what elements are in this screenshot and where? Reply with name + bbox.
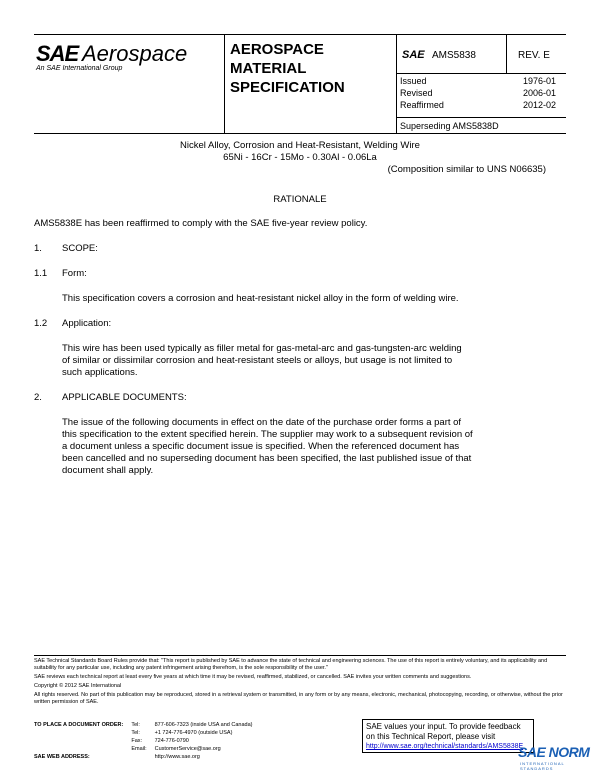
issued-value: 1976-01 [522, 76, 556, 86]
section-number: 2. [34, 392, 42, 403]
contact-label: Fax: [131, 738, 143, 744]
contact-value: 877-606-7323 (inside USA and Canada) [154, 722, 253, 728]
contact-table [34, 721, 260, 761]
contact-label: Email: [131, 746, 147, 752]
web-label: SAE WEB ADDRESS: [34, 754, 90, 760]
document-subtitle [34, 140, 566, 176]
sae-small-logo: SAE [402, 49, 425, 61]
text-line: this specification to the extent specified herein. The supplier may work to a subsequent revision of [62, 429, 473, 440]
header-divider [396, 35, 397, 133]
subtitle-line: 65Ni - 16Cr - 15Mo - 0.30Al - 0.06La [223, 152, 377, 163]
header-divider [396, 117, 566, 118]
section-text [62, 417, 562, 477]
text-line: such applications. [62, 367, 138, 378]
revised-label: Revised [400, 88, 433, 98]
section-title: APPLICABLE DOCUMENTS: [62, 392, 187, 403]
web-link[interactable]: http://www.sae.org [154, 754, 200, 760]
order-label: TO PLACE A DOCUMENT ORDER: [34, 722, 124, 728]
section-title: SCOPE: [62, 243, 98, 254]
section-text: This specification covers a corrosion and heat-resistant nickel alloy in the form of welding wire. [62, 293, 459, 304]
logo-tagline: An SAE International Group [36, 65, 123, 72]
contact-value: +1 724-776-4970 (outside USA) [154, 730, 233, 736]
watermark-logo: SAE NORM [518, 744, 590, 760]
text-line: This wire has been used typically as filler metal for gas-metal-arc and gas-tungsten-arc welding [62, 343, 462, 354]
sae-logo: SAE [36, 41, 79, 66]
feedback-box [362, 719, 534, 753]
footer-paragraph: SAE reviews each technical report at least every five years at which time it may be revised, reaffirmed, stabilized, or cancelled. SAE invites your written comments and suggestions. [34, 674, 472, 680]
contact-label: Tel: [131, 730, 140, 736]
feedback-text: on this Technical Report, please visit [366, 732, 496, 741]
section-number: 1. [34, 243, 42, 254]
contact-label: Tel: [131, 722, 140, 728]
footer-paragraph: SAE Technical Standards Board Rules provide that: "This report is published by SAE to advance the state of technical and engineering sciences. The use of this report is entirely voluntary, and its applicability and suitability for any particular use, including any patent infringement arising therefrom, is the sole responsibility of the user." [34, 658, 548, 671]
footer-legal [34, 658, 566, 706]
document-number: AMS5838 [432, 50, 476, 61]
reaffirmed-value: 2012-02 [522, 100, 556, 110]
text-line: been cancelled and no superseding document has been specified, the last published issue of that [62, 453, 472, 464]
date-table [400, 75, 556, 111]
header-divider [396, 73, 566, 74]
feedback-link[interactable]: http://www.sae.org/technical/standards/AMS5838E [366, 743, 524, 750]
feedback-text: SAE values your input. To provide feedback [366, 722, 521, 731]
watermark-subtitle: INTERNATIONAL STANDARDS [520, 761, 565, 771]
revision-label: REV. E [518, 50, 550, 61]
section-number: 1.1 [34, 268, 48, 279]
footer-paragraph: All rights reserved. No part of this publication may be reproduced, stored in a retrieval system or transmitted, in any form or by any means, electronic, mechanical, photocopying, recording, or otherwise, without the prior written permission of SAE. [34, 692, 563, 705]
contact-value[interactable]: CustomerService@sae.org [154, 746, 221, 752]
header-divider [506, 35, 507, 73]
header-box [34, 34, 566, 134]
footer-divider [34, 655, 566, 656]
reaffirmed-label: Reaffirmed [400, 100, 444, 110]
text-line: The issue of the following documents in effect on the date of the purchase order forms a part of [62, 417, 462, 428]
title-line: AEROSPACE [230, 41, 324, 58]
section-text [62, 343, 562, 379]
title-line: SPECIFICATION [230, 79, 345, 96]
text-line: of similar or dissimilar corrosion and heat-resistant steels or alloys, but usage is not limited to [62, 355, 453, 366]
issued-label: Issued [400, 76, 427, 86]
subtitle-line: Nickel Alloy, Corrosion and Heat-Resistant, Welding Wire [180, 140, 420, 151]
aerospace-logo-text: Aerospace [82, 41, 188, 66]
contact-value: 724-776-0790 [154, 738, 189, 744]
header-divider [224, 35, 225, 133]
superseding-note: Superseding AMS5838D [400, 121, 499, 131]
rationale-heading: RATIONALE [273, 194, 327, 205]
copyright: Copyright © 2012 SAE International [34, 683, 122, 689]
document-type-title [230, 40, 390, 97]
section-title: Form: [62, 268, 87, 279]
subtitle-line: (Composition similar to UNS N06635) [387, 164, 546, 175]
text-line: document shall apply. [62, 465, 154, 476]
rationale-text: AMS5838E has been reaffirmed to comply with the SAE five-year review policy. [34, 218, 368, 229]
title-line: MATERIAL [230, 60, 307, 77]
section-number: 1.2 [34, 318, 48, 329]
revised-value: 2006-01 [522, 88, 556, 98]
section-title: Application: [62, 318, 112, 329]
text-line: a document unless a specific document issue is specified. When the referenced document has [62, 441, 460, 452]
